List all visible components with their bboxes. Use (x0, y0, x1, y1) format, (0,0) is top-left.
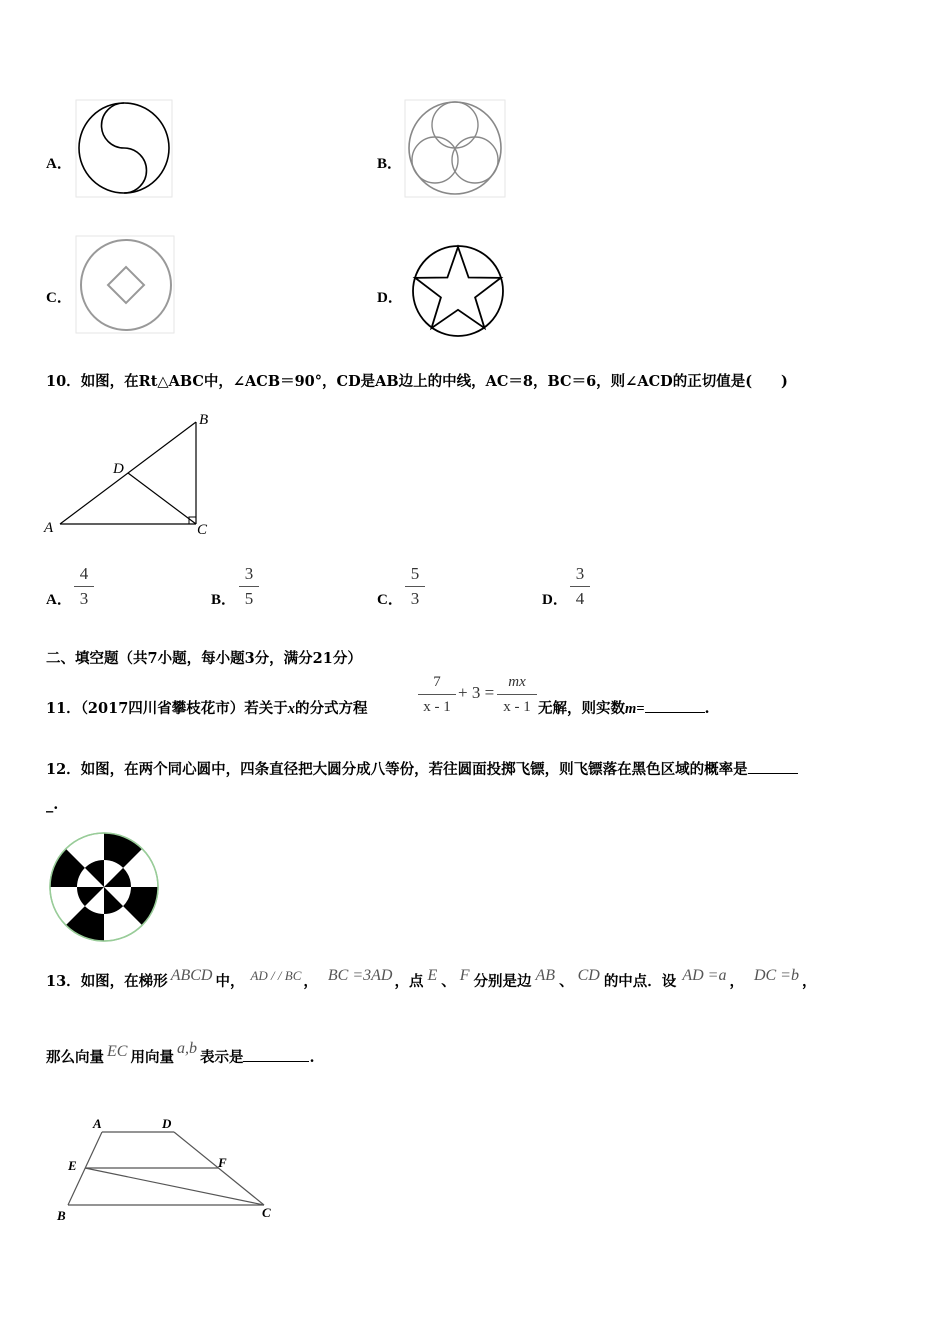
fig13-label-e: E (68, 1158, 77, 1173)
q10-option-c-label: C． (377, 592, 403, 608)
option-b-label: B． (377, 156, 403, 172)
yin-yang-curve-icon (76, 100, 174, 198)
q12-answer-blank[interactable] (748, 773, 798, 774)
q10-option-a-fraction: 4 3 (74, 564, 94, 609)
question-13-line-1: 13． 如图，在梯形 ABCD 中， AD / / BC ， BC =3AD ，点 E 、 F 分别是边 AB 、 CD 的中点．设 AD =a ， DC =b ， (46, 967, 817, 990)
q10-option-d-label: D． (542, 592, 568, 608)
fig13-label-d: D (162, 1116, 172, 1131)
q11-fraction-1: 7 x - 1 (418, 672, 456, 717)
question-12: 12．如图，在两个同心圆中，四条直径把大圆分成八等份，若往圆面投掷飞镖，则飞镖落在黑色区域的概率是 (46, 758, 798, 779)
option-a-label: A． (46, 156, 72, 172)
q13-answer-blank[interactable] (243, 1061, 309, 1062)
q11-plus-three: + 3 = (458, 683, 495, 702)
option-c-label: C． (46, 290, 72, 306)
star-in-circle-icon (410, 244, 506, 338)
fig13-label-a: A (93, 1116, 102, 1131)
q11-fraction-2: mx x - 1 (497, 672, 537, 717)
fig13-label-b: B (57, 1208, 66, 1223)
fig13-label-c: C (262, 1205, 271, 1220)
fig10-label-d: D (113, 461, 124, 477)
three-arc-circle-icon (405, 100, 507, 198)
q10-option-b-fraction: 3 5 (239, 564, 259, 609)
fig10-label-b: B (199, 412, 209, 428)
triangle-abc-figure (40, 408, 220, 538)
section-2-title: 二、填空题（共7小题，每小题3分，满分21分） (46, 650, 362, 667)
question-11: 11．（2017四川省攀枝花市）若关于x的分式方程 (46, 700, 368, 717)
question-13-line-2: 那么向量 EC 用向量 a,b 表示是 . (46, 1040, 315, 1066)
q12-tail: _. (46, 796, 59, 813)
q10-number: 10． (46, 373, 81, 390)
trapezoid-figure (52, 1110, 282, 1230)
dartboard-figure (46, 830, 162, 944)
fig10-label-c: C (197, 522, 208, 538)
q11-tail: 无解，则实数m= . (538, 700, 710, 717)
fig10-label-a: A (44, 520, 54, 536)
q10-text: 如图，在Rt△ABC中，∠ACB＝90°，CD是AB边上的中线，AC＝8，BC＝6，则∠ACD的正切值是( ) (80, 373, 788, 390)
q10-option-d-fraction: 3 4 (570, 564, 590, 609)
fig13-label-f: F (218, 1155, 227, 1170)
circle-with-square-icon (76, 236, 176, 334)
q10-option-c-fraction: 5 3 (405, 564, 425, 609)
q10-option-b-label: B． (211, 592, 237, 608)
option-d-label: D． (377, 290, 403, 306)
q10-option-a-label: A． (46, 592, 72, 608)
question-10 (46, 370, 788, 391)
q11-answer-blank[interactable] (645, 712, 705, 713)
